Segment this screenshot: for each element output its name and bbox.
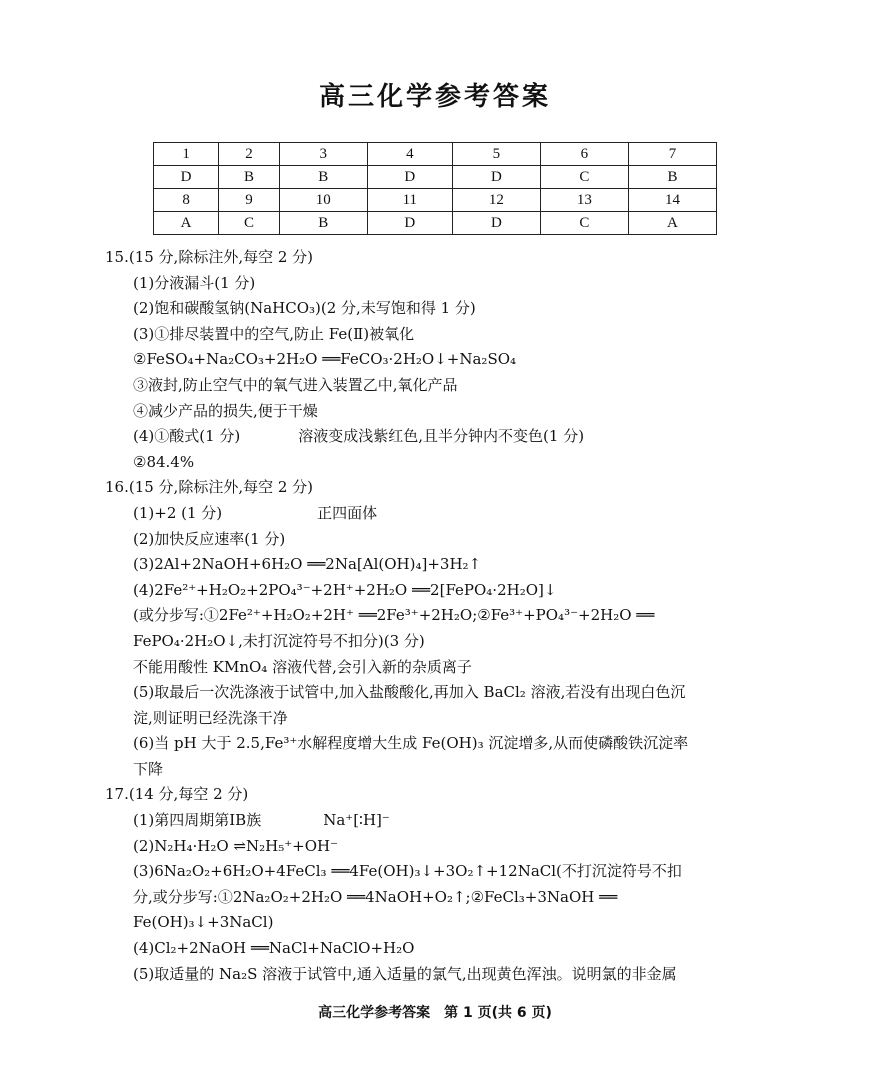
q17-header: 17.(14 分,每空 2 分): [105, 785, 249, 804]
table-cell: D: [452, 212, 540, 235]
table-cell: 1: [154, 143, 219, 166]
table-cell: C: [219, 212, 280, 235]
table-cell: 3: [279, 143, 367, 166]
q15-header: 15.(15 分,除标注外,每空 2 分): [105, 248, 314, 266]
table-cell: 7: [628, 143, 716, 166]
q16-header: 16.(15 分,除标注外,每空 2 分): [105, 478, 314, 497]
answer-line: (3)6Na₂O₂+6H₂O+4FeCl₃ ══4Fe(OH)₃↓+3O₂↑+12NaCl(不打沉淀符号不扣: [133, 862, 682, 881]
table-cell: C: [540, 166, 628, 189]
answer-table: [153, 142, 717, 235]
answer-line: FePO₄·2H₂O↓,未打沉淀符号不扣分)(3 分): [133, 631, 425, 650]
answer-line: (或分步写:①2Fe²⁺+H₂O₂+2H⁺ ══2Fe³⁺+2H₂O;②Fe³⁺+PO₄³⁻+2H₂O ══: [133, 606, 655, 625]
table-cell: 8: [154, 189, 219, 212]
answer-part: Na⁺[∶H]⁻: [323, 811, 390, 830]
table-cell: D: [367, 166, 452, 189]
answer-line: [105, 808, 770, 834]
answer-line: (5)取最后一次洗涤液于试管中,加入盐酸酸化,再加入 BaCl₂ 溶液,若没有出现白色沉: [133, 683, 686, 702]
answer-line: (2)N₂H₄·H₂O ⇌N₂H₅⁺+OH⁻: [133, 836, 338, 855]
answer-line: (5)取适量的 Na₂S 溶液于试管中,通入适量的氯气,出现黄色浑浊。说明氯的非金属: [133, 964, 677, 983]
table-row: [154, 166, 717, 189]
page-title: 高三化学参考答案: [318, 82, 551, 112]
table-cell: A: [154, 212, 219, 235]
answer-line: (4)Cl₂+2NaOH ══NaCl+NaClO+H₂O: [133, 939, 415, 958]
answer-line: (6)当 pH 大于 2.5,Fe³⁺水解程度增大生成 Fe(OH)₃ 沉淀增多,从而使磷酸铁沉淀率: [133, 734, 689, 753]
table-row: [154, 212, 717, 235]
table-row: [154, 189, 717, 212]
table-cell: B: [628, 166, 716, 189]
answer-line: 分,或分步写:①2Na₂O₂+2H₂O ══4NaOH+O₂↑;②FeCl₃+3NaOH ══: [133, 887, 618, 906]
answer-line: [105, 501, 770, 527]
table-cell: 4: [367, 143, 452, 166]
answer-line: (1)分液漏斗(1 分): [133, 273, 256, 292]
table-cell: A: [628, 212, 716, 235]
answer-line: 淀,则证明已经洗涤干净: [133, 708, 288, 727]
page-footer: 高三化学参考答案 第 1 页(共 6 页): [318, 1005, 552, 1021]
table-cell: B: [219, 166, 280, 189]
answer-line: (4)2Fe²⁺+H₂O₂+2PO₄³⁻+2H⁺+2H₂O ══2[FePO₄·2H₂O]↓: [133, 580, 557, 599]
answer-line: ④减少产品的损失,便于干燥: [133, 401, 318, 420]
table-cell: B: [279, 166, 367, 189]
answer-line: ②FeSO₄+Na₂CO₃+2H₂O ══FeCO₃·2H₂O↓+Na₂SO₄: [133, 350, 517, 369]
answer-line: 下降: [133, 759, 164, 778]
answer-line: 不能用酸性 KMnO₄ 溶液代替,会引入新的杂质离子: [133, 657, 472, 676]
table-cell: 2: [219, 143, 280, 166]
answer-body: [105, 245, 770, 987]
table-cell: C: [540, 212, 628, 235]
answer-line: (2)饱和碳酸氢钠(NaHCO₃)(2 分,未写饱和得 1 分): [133, 299, 476, 318]
table-cell: B: [279, 212, 367, 235]
answer-line: ③液封,防止空气中的氧气进入装置乙中,氧化产品: [133, 375, 458, 394]
answer-part: (1)+2 (1 分): [133, 503, 223, 522]
answer-line: (3)2Al+2NaOH+6H₂O ══2Na[Al(OH)₄]+3H₂↑: [133, 555, 482, 574]
table-row: [154, 143, 717, 166]
table-cell: D: [367, 212, 452, 235]
table-cell: D: [452, 166, 540, 189]
table-cell: 13: [540, 189, 628, 212]
answer-line: ②84.4%: [133, 452, 195, 471]
table-cell: D: [154, 166, 219, 189]
answer-line: (3)①排尽装置中的空气,防止 Fe(Ⅱ)被氧化: [133, 324, 415, 343]
table-cell: 14: [628, 189, 716, 212]
table-cell: 12: [452, 189, 540, 212]
answer-line: Fe(OH)₃↓+3NaCl): [133, 913, 274, 932]
answer-line: (2)加快反应速率(1 分): [133, 529, 286, 548]
answer-part: 正四面体: [317, 503, 378, 522]
table-cell: 5: [452, 143, 540, 166]
answer-line: [105, 424, 770, 450]
table-cell: 6: [540, 143, 628, 166]
answer-part: (4)①酸式(1 分): [133, 427, 241, 446]
table-cell: 9: [219, 189, 280, 212]
answer-part: 溶液变成浅紫红色,且半分钟内不变色(1 分): [298, 427, 585, 446]
table-cell: 11: [367, 189, 452, 212]
table-cell: 10: [279, 189, 367, 212]
answer-part: (1)第四周期第ⅠB族: [133, 811, 262, 830]
